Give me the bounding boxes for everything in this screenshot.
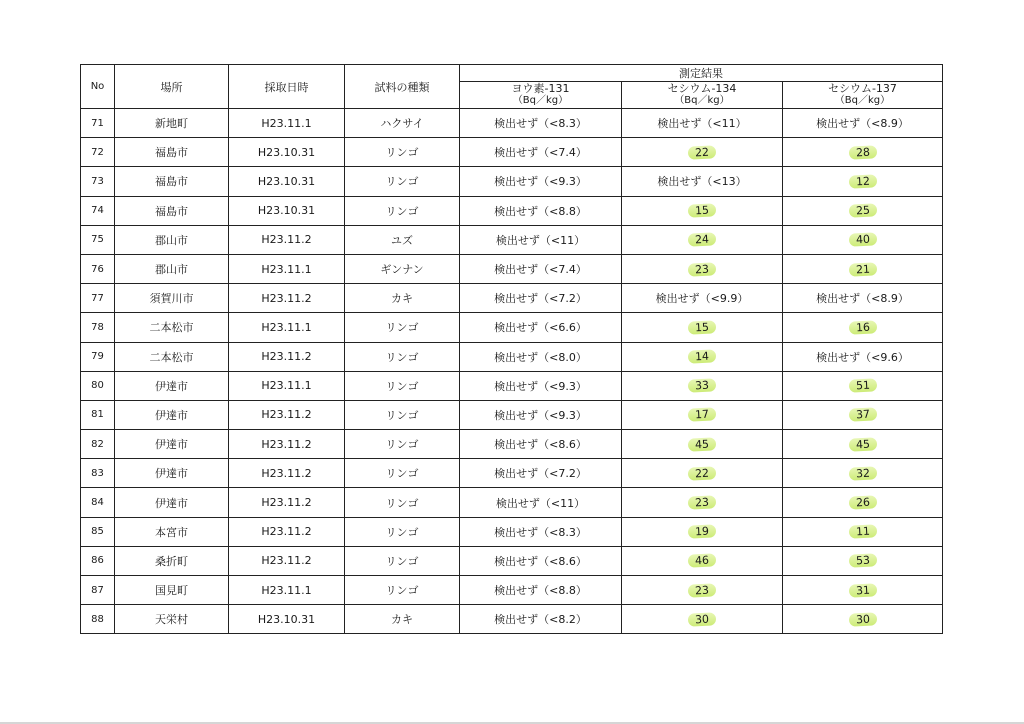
- row-date-cell: H23.11.1: [229, 313, 345, 342]
- row-sample-cell: リンゴ: [345, 576, 460, 605]
- header-iodine-131-label: ヨウ素-131: [511, 82, 570, 95]
- row-location-cell: 桑折町: [115, 546, 229, 575]
- highlighter-mark: 22: [688, 145, 717, 159]
- highlighter-mark: 24: [688, 233, 717, 247]
- highlighter-mark: 53: [848, 554, 877, 568]
- row-cesium-137-cell: [783, 546, 943, 575]
- row-location-cell: 伊達市: [115, 400, 229, 429]
- row-cesium-134-cell: 検出せず（<11）: [622, 109, 783, 138]
- row-iodine-131-cell: 検出せず（<7.4）: [460, 254, 622, 283]
- row-location-cell: 新地町: [115, 109, 229, 138]
- row-iodine-131-cell: 検出せず（<8.0）: [460, 342, 622, 371]
- row-location-cell: 福島市: [115, 196, 229, 225]
- row-sample-cell: リンゴ: [345, 430, 460, 459]
- row-sample-cell: リンゴ: [345, 196, 460, 225]
- header-row-top: [81, 65, 943, 82]
- row-location-cell: 二本松市: [115, 313, 229, 342]
- table-row: [81, 284, 943, 313]
- table-row: [81, 605, 943, 634]
- row-cesium-134-cell: [622, 342, 783, 371]
- row-cesium-137-cell: [783, 196, 943, 225]
- row-sample-cell: リンゴ: [345, 488, 460, 517]
- highlighter-mark: 15: [688, 203, 717, 217]
- header-results: 測定結果: [460, 65, 943, 82]
- row-date-cell: H23.11.1: [229, 371, 345, 400]
- highlighter-mark: 22: [688, 466, 717, 480]
- row-iodine-131-cell: 検出せず（<7.2）: [460, 459, 622, 488]
- row-iodine-131-cell: 検出せず（<7.2）: [460, 284, 622, 313]
- row-cesium-134-cell: [622, 430, 783, 459]
- row-iodine-131-cell: 検出せず（<8.6）: [460, 430, 622, 459]
- header-location: 場所: [115, 65, 229, 109]
- header-iodine-131: [460, 82, 622, 109]
- row-no-cell: 79: [81, 342, 115, 371]
- highlighter-mark: 32: [848, 466, 877, 480]
- row-date-cell: H23.10.31: [229, 138, 345, 167]
- row-cesium-137-cell: [783, 138, 943, 167]
- highlighter-mark: 30: [688, 612, 717, 626]
- header-sample-type: 試料の種類: [345, 65, 460, 109]
- header-unit: （Bq／kg）: [834, 95, 891, 106]
- row-no-cell: 88: [81, 605, 115, 634]
- row-date-cell: H23.11.2: [229, 488, 345, 517]
- highlighter-mark: 28: [848, 145, 877, 159]
- row-cesium-134-cell: [622, 138, 783, 167]
- table-row: [81, 138, 943, 167]
- table-row: [81, 517, 943, 546]
- row-cesium-134-cell: [622, 576, 783, 605]
- highlighter-mark: 11: [848, 524, 877, 538]
- row-cesium-137-cell: [783, 371, 943, 400]
- header-unit: （Bq／kg）: [512, 95, 569, 106]
- highlighter-mark: 46: [688, 554, 717, 568]
- row-iodine-131-cell: 検出せず（<7.4）: [460, 138, 622, 167]
- header-cesium-137: [783, 82, 943, 109]
- row-no-cell: 78: [81, 313, 115, 342]
- row-cesium-134-cell: [622, 225, 783, 254]
- row-cesium-137-cell: [783, 605, 943, 634]
- row-sample-cell: カキ: [345, 284, 460, 313]
- row-no-cell: 84: [81, 488, 115, 517]
- header-cesium-137-label: セシウム-137: [828, 82, 897, 95]
- row-sample-cell: ユズ: [345, 225, 460, 254]
- row-location-cell: 須賀川市: [115, 284, 229, 313]
- highlighter-mark: 14: [688, 349, 717, 363]
- row-date-cell: H23.10.31: [229, 605, 345, 634]
- row-no-cell: 80: [81, 371, 115, 400]
- row-no-cell: 77: [81, 284, 115, 313]
- row-cesium-134-cell: [622, 254, 783, 283]
- row-location-cell: 伊達市: [115, 371, 229, 400]
- row-cesium-134-cell: [622, 488, 783, 517]
- table-row: [81, 371, 943, 400]
- row-date-cell: H23.11.2: [229, 430, 345, 459]
- highlighter-mark: 23: [688, 262, 717, 276]
- table-row: [81, 196, 943, 225]
- row-date-cell: H23.10.31: [229, 196, 345, 225]
- row-no-cell: 74: [81, 196, 115, 225]
- table-row: [81, 546, 943, 575]
- highlighter-mark: 15: [688, 320, 717, 334]
- highlighter-mark: 25: [848, 203, 877, 217]
- header-unit: （Bq／kg）: [674, 95, 730, 106]
- table-row: [81, 430, 943, 459]
- row-location-cell: 二本松市: [115, 342, 229, 371]
- highlighter-mark: 26: [848, 495, 877, 509]
- highlighter-mark: 33: [688, 379, 717, 393]
- table-row: [81, 225, 943, 254]
- highlighter-mark: 51: [848, 379, 877, 393]
- row-cesium-134-cell: [622, 371, 783, 400]
- row-cesium-134-cell: [622, 605, 783, 634]
- table-row: [81, 167, 943, 196]
- row-cesium-134-cell: 検出せず（<9.9）: [622, 284, 783, 313]
- table-row: [81, 254, 943, 283]
- highlighter-mark: 45: [848, 437, 877, 451]
- highlighter-mark: 23: [688, 495, 717, 509]
- row-no-cell: 76: [81, 254, 115, 283]
- highlighter-mark: 12: [848, 174, 877, 188]
- highlighter-mark: 45: [688, 437, 717, 451]
- row-cesium-137-cell: 検出せず（<8.9）: [783, 109, 943, 138]
- row-location-cell: 福島市: [115, 167, 229, 196]
- row-iodine-131-cell: 検出せず（<8.8）: [460, 196, 622, 225]
- row-date-cell: H23.11.2: [229, 459, 345, 488]
- row-no-cell: 86: [81, 546, 115, 575]
- row-iodine-131-cell: 検出せず（<11）: [460, 488, 622, 517]
- row-date-cell: H23.10.31: [229, 167, 345, 196]
- row-sample-cell: リンゴ: [345, 167, 460, 196]
- row-cesium-134-cell: [622, 546, 783, 575]
- row-iodine-131-cell: 検出せず（<9.3）: [460, 371, 622, 400]
- highlighter-mark: 30: [848, 612, 877, 626]
- row-date-cell: H23.11.1: [229, 254, 345, 283]
- row-cesium-137-cell: [783, 254, 943, 283]
- header-cesium-134: [622, 82, 783, 109]
- table-row: [81, 488, 943, 517]
- row-cesium-134-cell: [622, 517, 783, 546]
- row-iodine-131-cell: 検出せず（<11）: [460, 225, 622, 254]
- row-date-cell: H23.11.2: [229, 342, 345, 371]
- row-iodine-131-cell: 検出せず（<8.6）: [460, 546, 622, 575]
- row-date-cell: H23.11.1: [229, 109, 345, 138]
- row-iodine-131-cell: 検出せず（<8.3）: [460, 109, 622, 138]
- row-no-cell: 82: [81, 430, 115, 459]
- row-location-cell: 伊達市: [115, 459, 229, 488]
- header-no: No: [81, 65, 115, 109]
- row-cesium-137-cell: [783, 459, 943, 488]
- row-sample-cell: リンゴ: [345, 138, 460, 167]
- header-cesium-134-label: セシウム-134: [667, 82, 737, 95]
- row-iodine-131-cell: 検出せず（<8.8）: [460, 576, 622, 605]
- row-date-cell: H23.11.2: [229, 517, 345, 546]
- row-cesium-134-cell: [622, 459, 783, 488]
- row-cesium-137-cell: 検出せず（<9.6）: [783, 342, 943, 371]
- row-location-cell: 天栄村: [115, 605, 229, 634]
- row-sample-cell: リンゴ: [345, 546, 460, 575]
- row-cesium-137-cell: [783, 225, 943, 254]
- row-cesium-134-cell: [622, 196, 783, 225]
- row-cesium-137-cell: [783, 517, 943, 546]
- row-date-cell: H23.11.2: [229, 400, 345, 429]
- row-cesium-137-cell: [783, 576, 943, 605]
- highlighter-mark: 17: [688, 408, 717, 422]
- row-location-cell: 国見町: [115, 576, 229, 605]
- table-row: [81, 109, 943, 138]
- row-sample-cell: リンゴ: [345, 459, 460, 488]
- row-date-cell: H23.11.2: [229, 546, 345, 575]
- row-iodine-131-cell: 検出せず（<6.6）: [460, 313, 622, 342]
- row-date-cell: H23.11.2: [229, 225, 345, 254]
- measurement-results-table: [80, 64, 943, 634]
- row-no-cell: 83: [81, 459, 115, 488]
- highlighter-mark: 37: [848, 408, 877, 422]
- row-sample-cell: リンゴ: [345, 517, 460, 546]
- row-location-cell: 郡山市: [115, 254, 229, 283]
- row-cesium-134-cell: [622, 313, 783, 342]
- row-cesium-137-cell: [783, 430, 943, 459]
- row-sample-cell: リンゴ: [345, 342, 460, 371]
- row-sample-cell: ハクサイ: [345, 109, 460, 138]
- row-no-cell: 73: [81, 167, 115, 196]
- row-cesium-137-cell: [783, 167, 943, 196]
- row-cesium-137-cell: [783, 488, 943, 517]
- row-sample-cell: カキ: [345, 605, 460, 634]
- row-sample-cell: リンゴ: [345, 400, 460, 429]
- row-no-cell: 72: [81, 138, 115, 167]
- table-row: [81, 576, 943, 605]
- row-cesium-134-cell: [622, 400, 783, 429]
- row-cesium-134-cell: 検出せず（<13）: [622, 167, 783, 196]
- row-location-cell: 福島市: [115, 138, 229, 167]
- table-row: [81, 313, 943, 342]
- row-iodine-131-cell: 検出せず（<9.3）: [460, 400, 622, 429]
- row-iodine-131-cell: 検出せず（<9.3）: [460, 167, 622, 196]
- header-date: 採取日時: [229, 65, 345, 109]
- row-date-cell: H23.11.1: [229, 576, 345, 605]
- row-sample-cell: ギンナン: [345, 254, 460, 283]
- row-iodine-131-cell: 検出せず（<8.3）: [460, 517, 622, 546]
- row-no-cell: 75: [81, 225, 115, 254]
- table-row: [81, 459, 943, 488]
- row-location-cell: 本宮市: [115, 517, 229, 546]
- row-location-cell: 伊達市: [115, 430, 229, 459]
- row-no-cell: 87: [81, 576, 115, 605]
- highlighter-mark: 31: [848, 583, 877, 597]
- row-date-cell: H23.11.2: [229, 284, 345, 313]
- row-location-cell: 郡山市: [115, 225, 229, 254]
- highlighter-mark: 23: [688, 583, 717, 597]
- row-no-cell: 85: [81, 517, 115, 546]
- row-cesium-137-cell: [783, 313, 943, 342]
- highlighter-mark: 16: [848, 320, 877, 334]
- row-cesium-137-cell: 検出せず（<8.9）: [783, 284, 943, 313]
- highlighter-mark: 19: [688, 524, 717, 538]
- table-body: [81, 109, 943, 634]
- row-iodine-131-cell: 検出せず（<8.2）: [460, 605, 622, 634]
- highlighter-mark: 40: [848, 233, 877, 247]
- table-row: [81, 342, 943, 371]
- row-location-cell: 伊達市: [115, 488, 229, 517]
- row-sample-cell: リンゴ: [345, 313, 460, 342]
- highlighter-mark: 21: [848, 262, 877, 276]
- row-no-cell: 71: [81, 109, 115, 138]
- row-cesium-137-cell: [783, 400, 943, 429]
- table-row: [81, 400, 943, 429]
- row-sample-cell: リンゴ: [345, 371, 460, 400]
- row-no-cell: 81: [81, 400, 115, 429]
